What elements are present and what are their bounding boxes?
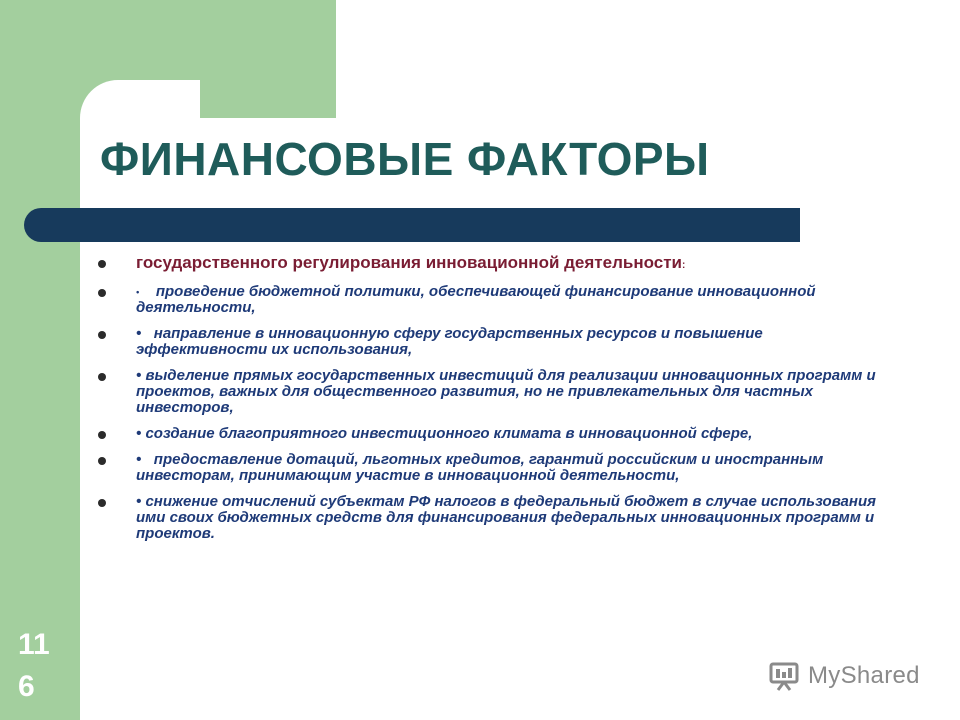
page-number [18, 624, 58, 708]
page-number-line-1: 11 [18, 628, 50, 661]
inline-bullet-marker: • [136, 325, 142, 342]
bullet-dot-icon [98, 457, 106, 465]
bullet-dot-icon [98, 289, 106, 297]
slide-title: ФИНАНСОВЫЕ ФАКТОРЫ [100, 133, 710, 185]
lead-colon: : [681, 260, 686, 271]
inline-bullet-marker: • [136, 367, 142, 384]
title-underline-bar [24, 208, 800, 242]
bullet-dot-icon [98, 373, 106, 381]
list-item-text: выделение прямых государственных инвестиций для реализации инновационных программ и проектов, важных для общественного развития, но не привлекательных для частных инвесторов, [136, 367, 876, 416]
list-item [98, 452, 898, 484]
list-item [98, 284, 898, 316]
bullet-dot-icon [98, 499, 106, 507]
inline-bullet-marker: • [136, 493, 142, 510]
inline-bullet-marker: • [136, 451, 142, 468]
watermark [768, 660, 920, 692]
bullet-dot-icon [98, 331, 106, 339]
lead-text: государственного регулирования инновационной деятельности [136, 253, 682, 272]
list-item-text: предоставление дотаций, льготных кредитов, гарантий российским и иностранным инвесторам, принимающим участие в инновационной деятельности, [136, 451, 824, 484]
bullet-list [98, 253, 898, 552]
list-item-text: создание благоприятного инвестиционного климата в инновационной сфере, [145, 425, 753, 442]
watermark-text: MyShared [808, 662, 920, 689]
lead-list-item [98, 253, 898, 275]
presentation-board-icon [768, 661, 800, 691]
list-item [98, 494, 898, 542]
inline-bullet-marker: • [136, 287, 140, 297]
page-number-line-2: 6 [18, 670, 35, 703]
list-item [98, 426, 898, 442]
inline-bullet-marker: • [136, 425, 142, 442]
list-item-text: проведение бюджетной политики, обеспечивающей финансирование инновационной деятельности, [136, 283, 816, 316]
bullet-dot-icon [98, 431, 106, 439]
list-item [98, 326, 898, 358]
list-item [98, 368, 898, 416]
list-item-text: направление в инновационную сферу государственных ресурсов и повышение эффективности их использования, [136, 325, 763, 358]
list-item-text: снижение отчислений субъектам РФ налогов в федеральный бюджет в случае использования ими своих бюджетных средств для финансирования федеральных инновационных программ и проектов. [136, 493, 876, 542]
bullet-dot-icon [98, 260, 106, 268]
